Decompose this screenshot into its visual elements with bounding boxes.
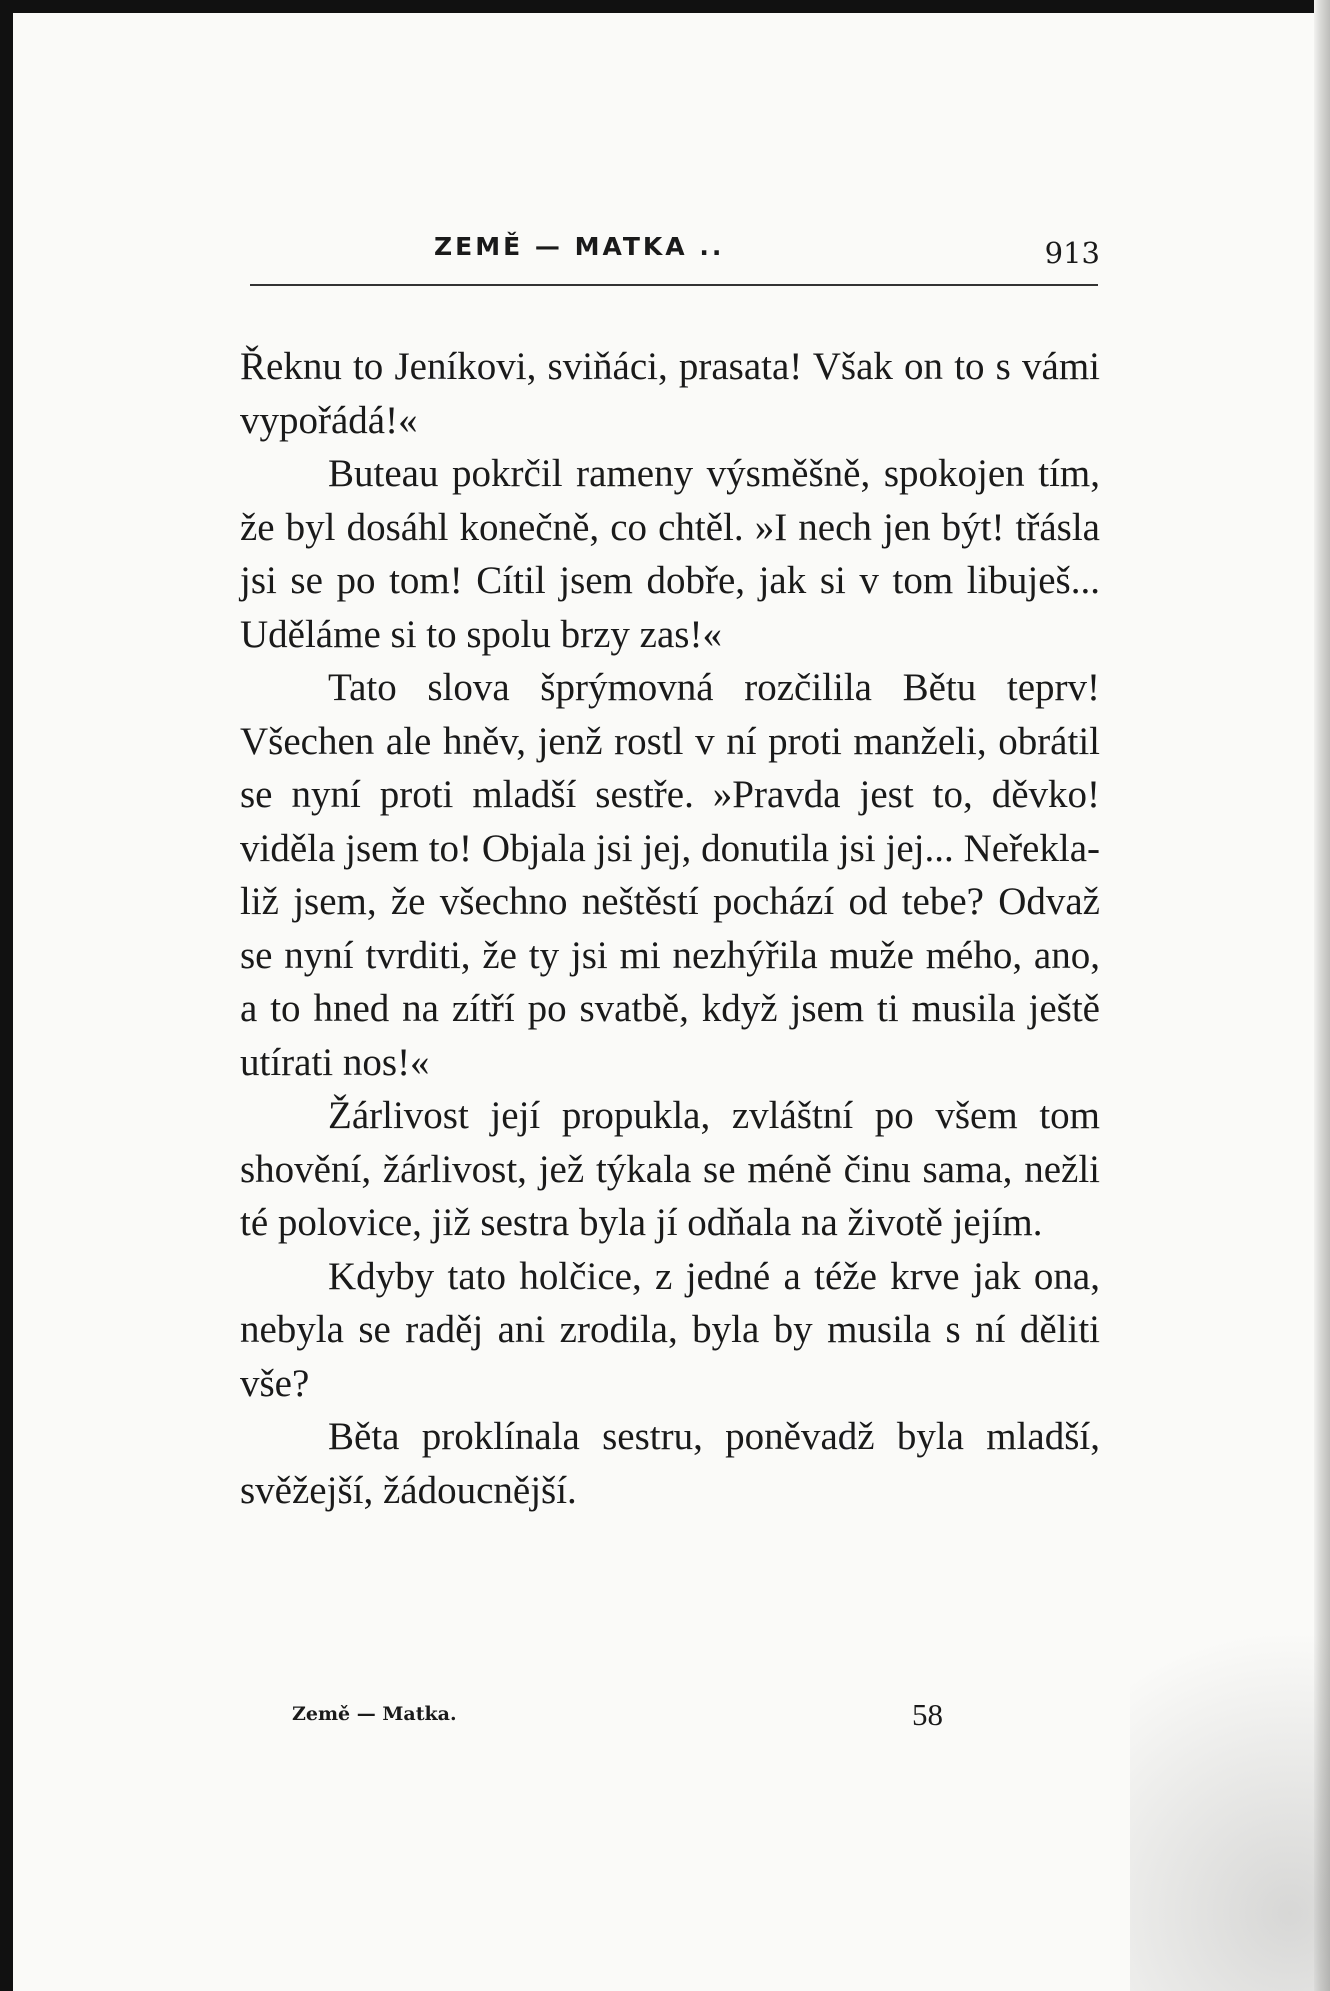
paragraph: Tato slova šprýmovná rozčililа Bětu teprv! Všechen ale hněv, jenž rostl v ní proti manželi, obrátil se nyní proti mladší sestře. »Pravda jest to, děvko! viděla jsem to! Objala jsi jej, donutila jsi jej... Neřekla-liž jsem, že všechno neštěstí pochází od tebe? Odvaž se nyní tvrditi, že ty jsi mi nezhýřila muže mého, ano, a to hned na zítří po svatbě, když jsem ti musila ještě utírati nos!« bbox=[240, 666, 1100, 1084]
running-title: ZEMĚ — MATKA .. bbox=[434, 232, 725, 261]
paper-speckle bbox=[1130, 1471, 1330, 1991]
paragraph: Běta proklínala sestru, poněvadž byla mladší, svěžejší, žádoucnější. bbox=[240, 1415, 1100, 1512]
page-number: 913 bbox=[1044, 236, 1100, 270]
body-text bbox=[240, 340, 1100, 1517]
paragraph: Řeknu to Jeníkovi, sviňáci, prasata! Však on to s vámi vypořádá!« bbox=[240, 345, 1100, 442]
paragraph: Kdyby tato holčice, z jedné a téže krve jak ona, nebyla se raděj ani zrodila, byla by musila s ní děliti vše? bbox=[240, 1254, 1100, 1405]
scan-border-top bbox=[0, 0, 1330, 13]
page-footer bbox=[292, 1697, 992, 1737]
signature: Země — Matka. bbox=[292, 1703, 457, 1725]
signature-mark: 58 bbox=[912, 1697, 943, 1732]
scan-border-left bbox=[0, 0, 13, 1991]
paragraph: Žárlivost její propukla, zvláštní po všem tom shovění, žárlivost, jež týkala se méně činu sama, nežli té polovice, již sestra byla jí odňala na životě jejím. bbox=[240, 1094, 1100, 1244]
paragraph: Buteau pokrčil rameny výsměšně, spokojen tím, že byl dosáhl konečně, co chtěl. »I nech jen být! třásla jsi se po tom! Cítil jsem dobře, jak si v tom libuješ... Uděláme si to spolu brzy zas!« bbox=[240, 452, 1100, 656]
header-rule bbox=[250, 284, 1098, 286]
page-header bbox=[240, 232, 1100, 280]
